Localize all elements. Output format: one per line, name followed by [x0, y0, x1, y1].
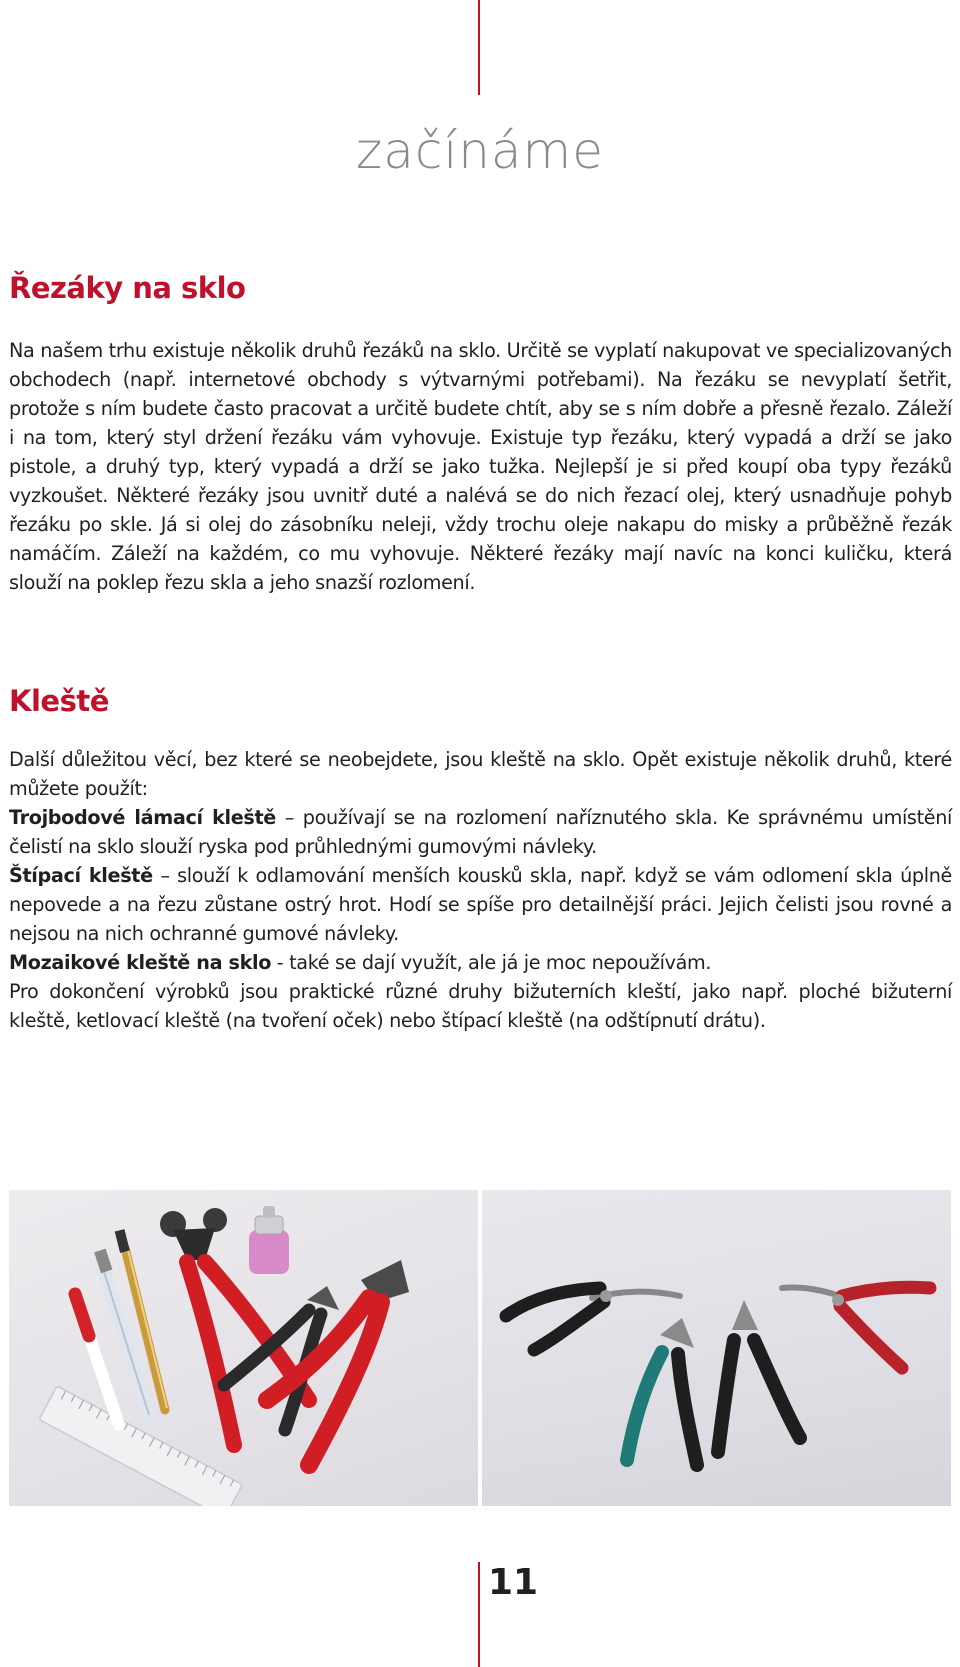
paragraph-kleste-intro: Další důležitou věcí, bez které se neobejdete, jsou kleště na sklo. Opět existuje několik druhů, které můžete použít:: [9, 748, 952, 800]
photo-cutters-and-pliers: [9, 1190, 478, 1506]
photo-pliers-illustration: [482, 1190, 951, 1506]
list-item-trojbodove: [9, 803, 952, 861]
teal-pliers-shape: [627, 1318, 697, 1465]
paragraph-kleste-outro: Pro dokončení výrobků jsou praktické různé druhy bižuterních kleští, jako např. ploché bižuterní kleště, ketlovací kleště (na tvoření oček) nebo štípací kleště (na odštípnutí drátu).: [9, 980, 952, 1032]
term-trojbodove: Trojbodové lámací kleště: [9, 806, 276, 829]
desc-mozaikove: - také se dají využít, ale já je moc nepoužívám.: [271, 951, 712, 974]
top-divider-line: [478, 0, 480, 95]
section-body-rezaky: [9, 336, 952, 597]
section-heading-rezaky: Řezáky na sklo: [9, 271, 246, 305]
page-number: 11: [488, 1562, 539, 1603]
photo-jewelry-pliers: [482, 1190, 951, 1506]
paragraph-rezaky: Na našem trhu existuje několik druhů řezáků na sklo. Určitě se vyplatí nakupovat ve specializovaných obchodech (např. internetové obchody s výtvarnými potřebami). Na řezáku se nevyplatí šetřit, protože s ním budete často pracovat a určitě budete chtít, aby se s ním dobře a přesně řezalo. Záleží i na tom, který styl držení řezáku vám vyhovuje. Existuje typ řezáku, který vypadá a drží se jako pistole, a druhý typ, který vypadá a drží se jako tužka. Nejlepší je si před koupí oba typy řezáků vyzkoušet. Některé řezáky jsou uvnitř duté a nalévá se do nich řezací olej, který usnadňuje pohyb řezáku po skle. Já si olej do zásobníku neleji, vždy trochu oleje nakapu do misky a průběžně řezák namáčím. Záleží na každém, co mu vyhovuje. Některé řezáky mají navíc na konci kuličku, která slouží na poklep řezu skla a jeho snazší rozlomení.: [9, 339, 952, 594]
bottom-divider-line: [478, 1562, 480, 1667]
red-jewelry-pliers-shape: [782, 1287, 930, 1368]
chapter-title: začínáme: [355, 122, 605, 180]
photo-cutters-illustration: [9, 1190, 478, 1506]
section-body-kleste: [9, 745, 952, 1035]
flat-nose-pliers-shape: [718, 1300, 800, 1452]
list-item-stipaci: [9, 861, 952, 948]
round-nose-pliers-shape: [506, 1288, 680, 1350]
desc-stipaci: – slouží k odlamování menších kousků skla, např. když se vám odlomení skla úplně nepovede a na řezu zůstane ostrý hrot. Hodí se spíše pro detailnější práci. Jejich čelisti jsou rovné a nejsou na nich ochranné gumové návleky.: [9, 864, 952, 945]
list-item-mozaikove: [9, 948, 952, 977]
oil-bottle-shape: [249, 1206, 289, 1274]
desc-trojbodove: – používají se na rozlomení naříznutého skla. Ke správnému umístění čelistí na sklo slouží ryska pod průhlednými gumovými návleky.: [9, 806, 952, 858]
section-heading-kleste: Kleště: [9, 684, 109, 718]
term-stipaci: Štípací kleště: [9, 864, 153, 887]
term-mozaikove: Mozaikové kleště na sklo: [9, 951, 272, 974]
